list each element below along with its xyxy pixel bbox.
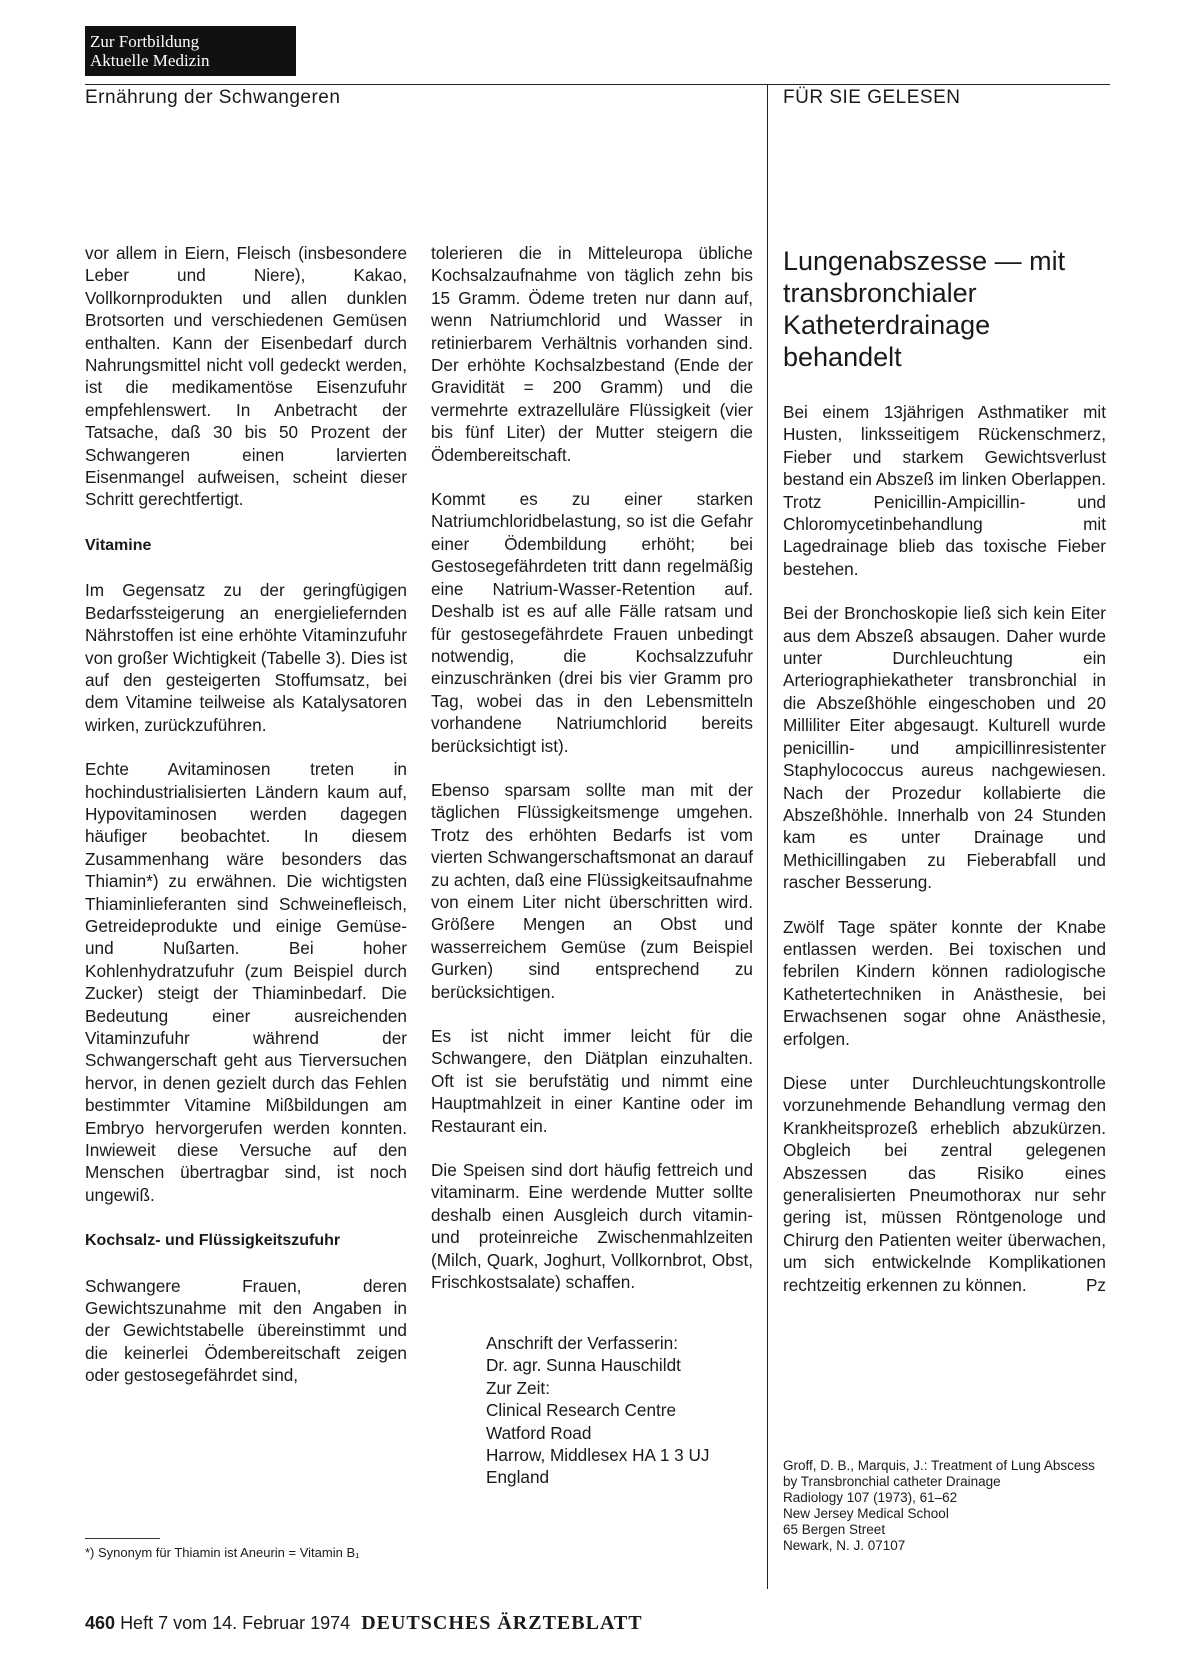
reference bbox=[783, 1458, 1106, 1554]
paragraph: Zwölf Tage später konnte der Knabe entlassen werden. Bei toxischen und febrilen Kindern können radiologische Kathetertechniken in Anästhesie, bei Erwachsenen sogar ohne Anästhesie, erfolgen. bbox=[783, 916, 1106, 1049]
paragraph: Bei einem 13jährigen Asthmatiker mit Husten, linksseitigem Rückenschmerz, Fieber und starkem Gewichtsverlust bestand ein Abszeß im linken Oberlappen. Trotz Penicillin-Ampicillin- und Chloromycetinbehandlung mit Lagedrainage blieb das toxische Fieber bestehen. bbox=[783, 402, 1106, 579]
paragraph: Ebenso sparsam sollte man mit der täglichen Flüssigkeitsmenge umgehen. Trotz des erhöhten Bedarfs ist vom vierten Schwangerschaftsmonat an darauf zu achten, daß eine Flüssigkeitsaufnahme von einem Liter nicht überschritten wird. Größere Mengen an Obst und wasserreichem Gemüse (zum Beispiel Gurken) sind entsprechend zu berücksichtigen. bbox=[431, 779, 753, 1002]
column-3 bbox=[783, 401, 1106, 1318]
issue-info: Heft 7 vom 14. Februar 1974 bbox=[120, 1613, 351, 1633]
page-footer bbox=[85, 1612, 643, 1635]
running-head-left: Ernährung der Schwangeren bbox=[85, 87, 341, 108]
address-line: Anschrift der Verfasserin: bbox=[486, 1333, 679, 1353]
paragraph: Es ist nicht immer leicht für die Schwangere, den Diätplan einzuhalten. Oft ist sie berufstätig und nimmt eine Hauptmahlzeit in einer Kantine oder im Restaurant ein. bbox=[431, 1026, 753, 1136]
paragraph: vor allem in Eiern, Fleisch (insbesondere Leber und Niere), Kakao, Vollkornprodukten und allen dunklen Brotsorten und verschiedenen Gemüsen enthalten. Kann der Eisenbedarf durch Nahrungsmittel nicht voll gedeckt werden, ist die medikamentöse Eisenzufuhr empfehlenswert. In Anbetracht der Tatsache, daß 30 bis 50 Prozent der Schwangeren einen larvierten Eisenmangel aufweisen, scheint dieser Schritt gerechtfertigt. bbox=[85, 243, 407, 510]
footnote-rule bbox=[85, 1538, 160, 1539]
magazine-name: DEUTSCHES ÄRZTEBLATT bbox=[361, 1612, 643, 1634]
side-article-title: Lungenabszesse — mit transbronchialer Katheterdrainage behandelt bbox=[783, 246, 1066, 372]
paragraph: Echte Avitaminosen treten in hochindustrialisierten Ländern kaum auf, Hypovitaminosen werden dagegen häufiger beobachtet. In diesem Zusammenhang wäre besonders das Thiamin*) zu erwähnen. Die wichtigsten Thiaminlieferanten sind Schweinefleisch, Getreideprodukte und einige Gemüse- und Nußarten. Bei hoher Kohlenhydratzufuhr (zum Beispiel durch Zucker) steigt der Thiaminbedarf. Die Bedeutung einer ausreichenden Vitaminzufuhr während der Schwangerschaft geht aus Tierversuchen hervor, in denen gezielt durch das Fehlen bestimmter Vitamine Mißbildungen am Embryo hervorgerufen werden konnten. Inwieweit diese Versuche auf den Menschen übertragbar sind, ist noch ungewiß. bbox=[85, 759, 407, 1205]
badge-line-1: Zur Fortbildung bbox=[90, 32, 200, 51]
paragraph: Schwangere Frauen, deren Gewichtszunahme mit den Angaben in der Gewichtstabelle übereinstimmt und die keinerlei Ödembereitschaft zeigen oder gestosegefährdet sind, bbox=[85, 1275, 407, 1386]
address-line: England bbox=[486, 1467, 550, 1488]
page-number: 460 bbox=[85, 1613, 116, 1633]
paragraph: Kommt es zu einer starken Natriumchloridbelastung, so ist die Gefahr einer Ödembildung erhöht; bei Gestosegefährdeten tritt dann regelmäßig eine Natrium-Wasser-Retention auf. Deshalb ist es auf alle Fälle ratsam und für gestosegefährdete Frauen unbedingt notwendig, die Kochsalzzufuhr einzuschränken (drei bis vier Gramm pro Tag, wobei das in den Lebensmitteln vorhandene Natriumchlorid bereits berücksichtigt ist). bbox=[431, 489, 753, 756]
address-line: Watford Road bbox=[486, 1422, 592, 1443]
address-line: Dr. agr. Sunna Hauschildt bbox=[486, 1355, 681, 1376]
reference-line: Groff, D. B., Marquis, J.: Treatment of Lung Abscess by Transbronchial catheter Drainage bbox=[783, 1458, 1095, 1489]
paragraph: Im Gegensatz zu der geringfügigen Bedarfssteigerung an energieliefernden Nährstoffen ist eine erhöhte Vitaminzufuhr von großer Wichtigkeit (Tabelle 3). Dies ist auf den gesteigerten Stoffumsatz, bei dem Vitamine teilweise als Katalysatoren wirken, zurückzuführen. bbox=[85, 580, 407, 735]
section-heading-vitamine: Vitamine bbox=[85, 536, 152, 554]
paragraph: Die Speisen sind dort häufig fettreich und vitaminarm. Eine werdende Mutter sollte deshalb einen Ausgleich durch vitamin- und proteinreiche Zwischenmahlzeiten (Milch, Quark, Joghurt, Vollkornbrot, Obst, Frischkostsalate) schaffen. bbox=[431, 1160, 753, 1293]
signature: Pz bbox=[1085, 1274, 1106, 1295]
paragraph bbox=[783, 1072, 1106, 1296]
column-2 bbox=[431, 242, 753, 1315]
author-address bbox=[486, 1332, 710, 1489]
section-heading-kochsalz: Kochsalz- und Flüssigkeitszufuhr bbox=[85, 1232, 341, 1250]
footnote: *) Synonym für Thiamin ist Aneurin = Vitamin B₁ bbox=[85, 1545, 360, 1560]
address-line: Zur Zeit: bbox=[486, 1377, 550, 1398]
running-head-right: FÜR SIE GELESEN bbox=[783, 87, 961, 108]
paragraph: tolerieren die in Mitteleuropa übliche Kochsalzaufnahme von täglich zehn bis 15 Gramm. Ödeme treten nur dann auf, wenn Natriumchlorid und Wasser in retinierbarem Verhältnis vorhanden sind. Der erhöhte Kochsalzbestand (Ende der Gravidität = 200 Gramm) und die vermehrte extrazelluläre Flüssigkeit (vier bis fünf Liter) der Mutter steigern die Ödembereitschaft. bbox=[431, 243, 753, 465]
paragraph-text: Diese unter Durchleuchtungskontrolle vorzunehmende Behandlung vermag den Krankheitsprozeß erheblich abzukürzen. Obgleich bei zentral gelegenen Abszessen das Risiko eines generalisierten Pneumothorax nur sehr gering ist, müssen Röntgenologe und Chirurg den Patienten weiter überwachen, um sich entwickelnde Komplikationen rechtzeitig erkennen zu können. bbox=[783, 1072, 1106, 1295]
header-rule bbox=[85, 84, 1110, 85]
reference-line: Radiology 107 (1973), 61–62 bbox=[783, 1490, 958, 1505]
address-line: Clinical Research Centre bbox=[486, 1400, 677, 1421]
column-divider bbox=[767, 84, 768, 1589]
paragraph: Bei der Bronchoskopie ließ sich kein Eiter aus dem Abszeß absaugen. Daher wurde unter Durchleuchtung ein Arteriographiekatheter transbronchial in die Abszeßhöhle eingeschoben und 20 Milliliter Eiter abgesaugt. Kulturell wurde penicillin- und ampicillinresistenter Staphylococcus aureus nachgewiesen. Nach der Prozedur kollabierte die Abszeßhöhle. Innerhalb von 24 Stunden kam es unter Drainage und Methicillingaben zu Fieberabfall und rascher Besserung. bbox=[783, 603, 1106, 893]
section-badge bbox=[85, 26, 296, 76]
reference-line: New Jersey Medical School bbox=[783, 1506, 949, 1521]
badge-line-2: Aktuelle Medizin bbox=[90, 51, 210, 70]
reference-line: 65 Bergen Street bbox=[783, 1522, 886, 1537]
reference-line: Newark, N. J. 07107 bbox=[783, 1538, 906, 1553]
address-line: Harrow, Middlesex HA 1 3 UJ bbox=[486, 1445, 710, 1466]
column-1 bbox=[85, 242, 407, 1409]
